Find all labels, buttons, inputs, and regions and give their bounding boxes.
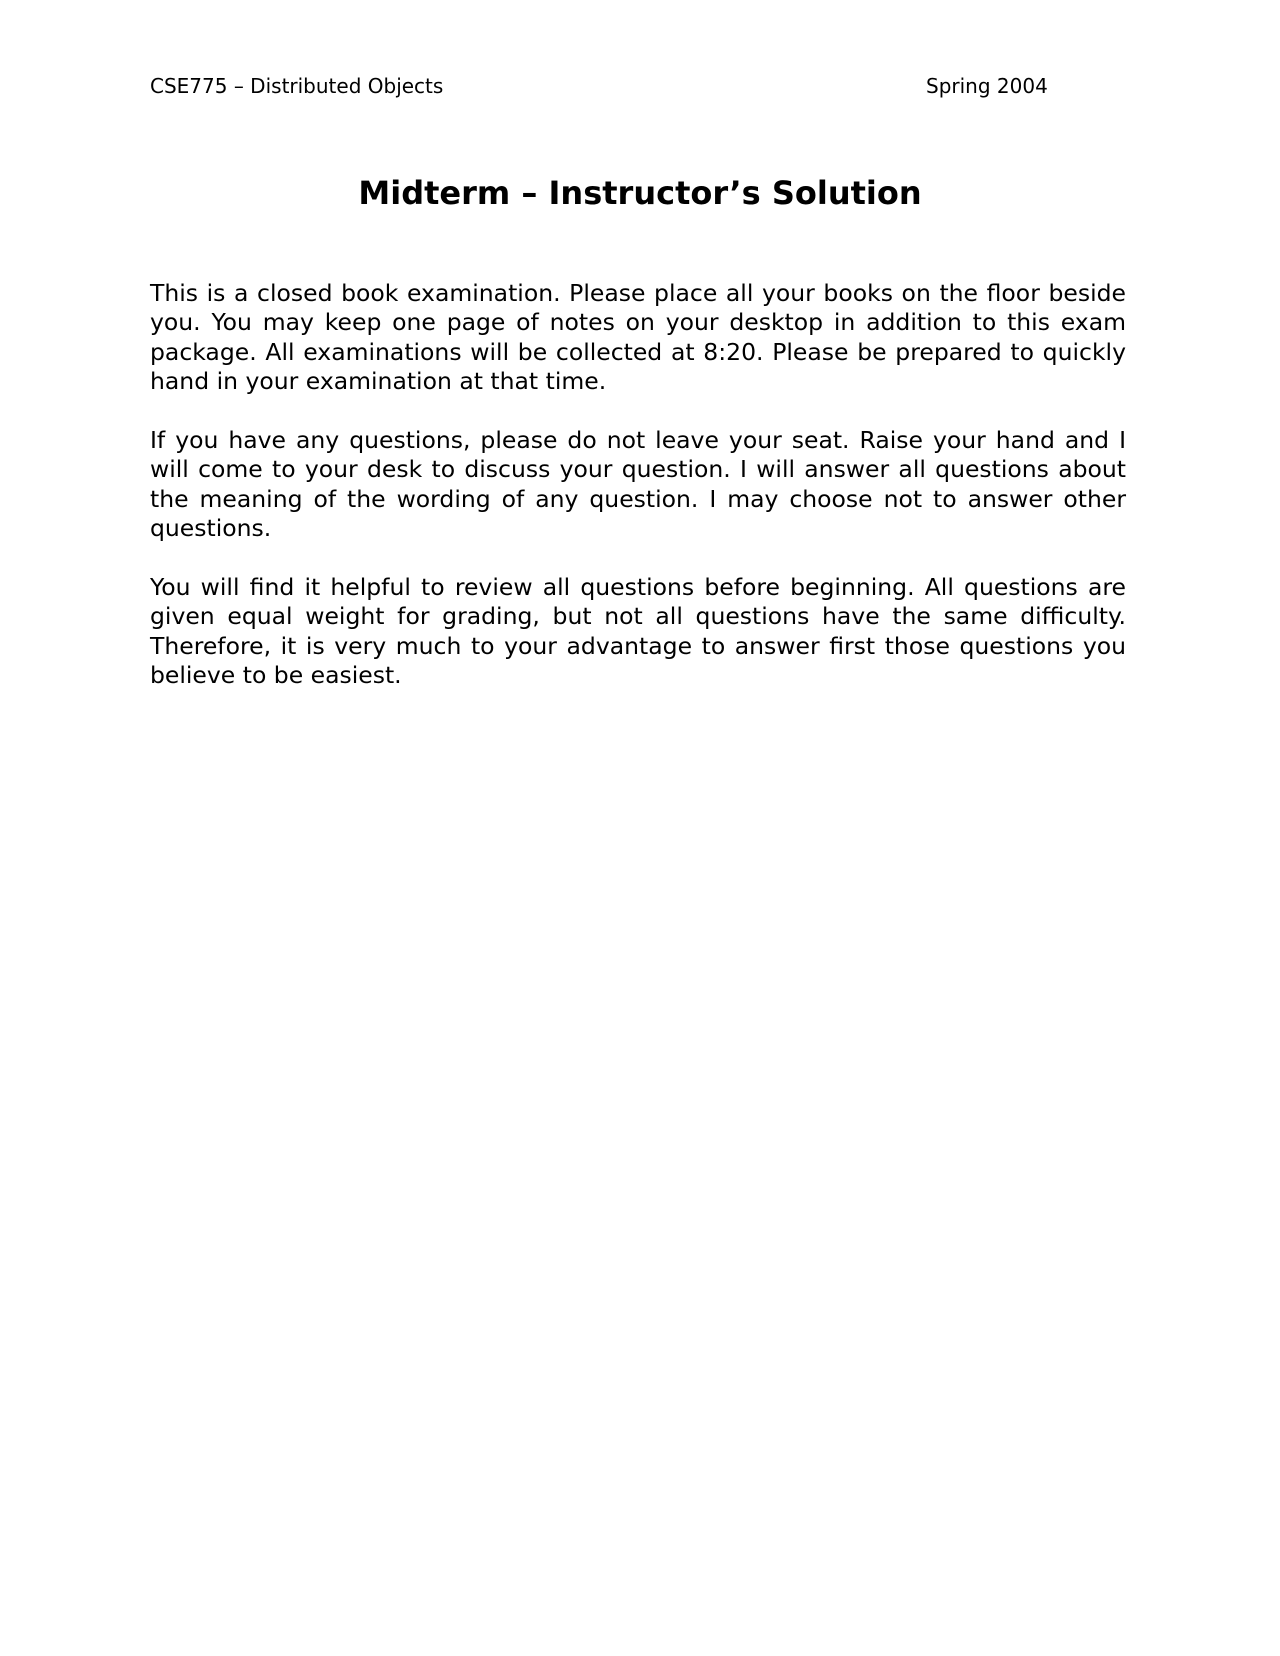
term-header: Spring 2004 [926, 74, 1048, 98]
instructions-paragraph-3: You will find it helpful to review all questions before beginning. All questions are given equal weight for grading, but not all questions have the same difficulty. Therefore, it is very much to your advantage to answer first those questions you believe to be easiest. [150, 573, 1126, 689]
course-header: CSE775 – Distributed Objects [150, 74, 444, 98]
instructions-paragraph-2: If you have any questions, please do not leave your seat. Raise your hand and I will come to your desk to discuss your question. I will answer all questions about the meaning of the wording of any question. I may choose not to answer other questions. [150, 426, 1126, 542]
page-title: Midterm – Instructor’s Solution [358, 174, 922, 212]
instructions-paragraph-1: This is a closed book examination. Please place all your books on the floor beside you. You may keep one page of notes on your desktop in addition to this exam package. All examinations will be collected at 8:20. Please be prepared to quickly hand in your examination at that time. [150, 279, 1126, 395]
